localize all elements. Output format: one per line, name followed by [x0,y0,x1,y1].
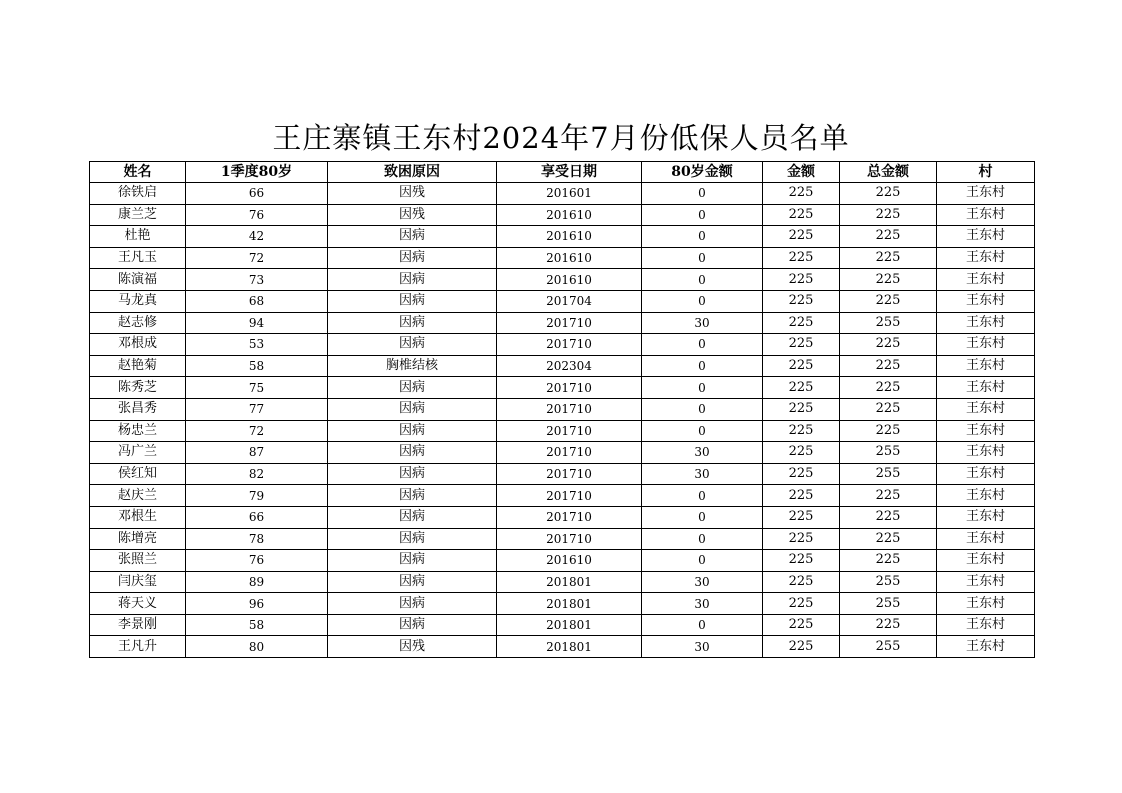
cell-total: 225 [840,247,937,269]
cell-name: 张昌秀 [90,398,186,420]
table-row [90,312,1035,334]
table-row [90,506,1035,528]
cell-reason: 因病 [328,571,497,593]
cell-age: 58 [186,614,328,636]
cell-start-date: 201601 [497,183,642,205]
cell-start-date: 201801 [497,636,642,658]
cell-start-date: 201710 [497,377,642,399]
cell-reason: 因病 [328,334,497,356]
cell-reason: 因病 [328,377,497,399]
cell-amount: 225 [763,204,840,226]
header-reason: 致困原因 [328,162,497,183]
cell-start-date: 202304 [497,355,642,377]
cell-reason: 因病 [328,463,497,485]
cell-age: 72 [186,420,328,442]
cell-name: 赵艳菊 [90,355,186,377]
cell-name: 赵志修 [90,312,186,334]
cell-start-date: 201801 [497,593,642,615]
header-village: 村 [937,162,1035,183]
cell-total: 255 [840,571,937,593]
cell-reason: 因残 [328,636,497,658]
cell-village: 王东村 [937,463,1035,485]
table-row [90,593,1035,615]
cell-start-date: 201710 [497,312,642,334]
cell-start-date: 201710 [497,334,642,356]
cell-80-amount: 30 [642,442,763,464]
cell-reason: 因病 [328,226,497,248]
cell-age: 73 [186,269,328,291]
cell-reason: 因残 [328,183,497,205]
cell-name: 康兰芝 [90,204,186,226]
header-80-amount: 80岁金额 [642,162,763,183]
table-row [90,528,1035,550]
cell-amount: 225 [763,442,840,464]
cell-total: 225 [840,204,937,226]
cell-village: 王东村 [937,614,1035,636]
table-row [90,226,1035,248]
cell-80-amount: 30 [642,463,763,485]
cell-amount: 225 [763,420,840,442]
cell-name: 张照兰 [90,550,186,572]
cell-reason: 因病 [328,420,497,442]
cell-total: 225 [840,550,937,572]
cell-age: 53 [186,334,328,356]
cell-80-amount: 0 [642,247,763,269]
cell-village: 王东村 [937,636,1035,658]
cell-amount: 225 [763,355,840,377]
cell-village: 王东村 [937,204,1035,226]
cell-village: 王东村 [937,312,1035,334]
cell-amount: 225 [763,550,840,572]
cell-reason: 因残 [328,204,497,226]
cell-total: 255 [840,442,937,464]
cell-age: 58 [186,355,328,377]
cell-reason: 胸椎结核 [328,355,497,377]
table-row [90,398,1035,420]
cell-amount: 225 [763,226,840,248]
cell-village: 王东村 [937,226,1035,248]
cell-80-amount: 0 [642,204,763,226]
cell-name: 杜艳 [90,226,186,248]
cell-total: 225 [840,269,937,291]
cell-amount: 225 [763,183,840,205]
cell-name: 陈秀芝 [90,377,186,399]
cell-reason: 因病 [328,247,497,269]
table-row [90,614,1035,636]
cell-80-amount: 0 [642,420,763,442]
cell-amount: 225 [763,377,840,399]
cell-reason: 因病 [328,528,497,550]
cell-village: 王东村 [937,593,1035,615]
cell-village: 王东村 [937,550,1035,572]
cell-amount: 225 [763,463,840,485]
cell-reason: 因病 [328,442,497,464]
cell-age: 77 [186,398,328,420]
cell-start-date: 201610 [497,247,642,269]
table-row [90,290,1035,312]
table-row [90,442,1035,464]
cell-80-amount: 0 [642,506,763,528]
header-amount: 金额 [763,162,840,183]
cell-80-amount: 30 [642,571,763,593]
cell-village: 王东村 [937,442,1035,464]
cell-total: 225 [840,226,937,248]
cell-village: 王东村 [937,334,1035,356]
page-title: 王庄寨镇王东村2024年7月份低保人员名单 [272,121,850,155]
cell-name: 蒋天义 [90,593,186,615]
header-age: 1季度80岁 [186,162,328,183]
cell-amount: 225 [763,269,840,291]
cell-age: 42 [186,226,328,248]
cell-amount: 225 [763,636,840,658]
cell-village: 王东村 [937,398,1035,420]
cell-reason: 因病 [328,269,497,291]
cell-80-amount: 0 [642,334,763,356]
table-row [90,463,1035,485]
cell-name: 徐铁启 [90,183,186,205]
header-start-date: 享受日期 [497,162,642,183]
cell-name: 李景刚 [90,614,186,636]
cell-start-date: 201710 [497,528,642,550]
cell-80-amount: 0 [642,290,763,312]
cell-age: 82 [186,463,328,485]
cell-age: 78 [186,528,328,550]
cell-age: 96 [186,593,328,615]
table-row [90,269,1035,291]
cell-total: 255 [840,636,937,658]
cell-village: 王东村 [937,528,1035,550]
cell-total: 225 [840,290,937,312]
cell-start-date: 201610 [497,204,642,226]
cell-name: 杨忠兰 [90,420,186,442]
cell-amount: 225 [763,334,840,356]
cell-village: 王东村 [937,290,1035,312]
cell-amount: 225 [763,528,840,550]
cell-village: 王东村 [937,377,1035,399]
cell-start-date: 201610 [497,226,642,248]
cell-age: 89 [186,571,328,593]
cell-80-amount: 30 [642,312,763,334]
cell-reason: 因病 [328,614,497,636]
cell-start-date: 201801 [497,614,642,636]
cell-age: 79 [186,485,328,507]
table-row [90,247,1035,269]
cell-amount: 225 [763,614,840,636]
cell-start-date: 201801 [497,571,642,593]
cell-village: 王东村 [937,506,1035,528]
cell-amount: 225 [763,312,840,334]
cell-amount: 225 [763,290,840,312]
cell-80-amount: 30 [642,636,763,658]
cell-80-amount: 0 [642,377,763,399]
cell-total: 225 [840,398,937,420]
cell-start-date: 201710 [497,506,642,528]
cell-total: 225 [840,377,937,399]
cell-reason: 因病 [328,506,497,528]
cell-name: 陈演福 [90,269,186,291]
cell-total: 225 [840,506,937,528]
cell-age: 80 [186,636,328,658]
cell-start-date: 201610 [497,269,642,291]
cell-reason: 因病 [328,485,497,507]
cell-reason: 因病 [328,593,497,615]
cell-name: 邓根生 [90,506,186,528]
cell-80-amount: 0 [642,614,763,636]
cell-reason: 因病 [328,398,497,420]
table-row [90,183,1035,205]
cell-start-date: 201710 [497,442,642,464]
cell-name: 马龙真 [90,290,186,312]
cell-total: 225 [840,485,937,507]
cell-age: 68 [186,290,328,312]
header-total: 总金额 [840,162,937,183]
table-row [90,334,1035,356]
cell-age: 87 [186,442,328,464]
cell-age: 66 [186,183,328,205]
table-body [90,183,1035,658]
cell-start-date: 201710 [497,485,642,507]
cell-80-amount: 0 [642,398,763,420]
header-name: 姓名 [90,162,186,183]
cell-total: 225 [840,528,937,550]
cell-name: 陈增亮 [90,528,186,550]
cell-age: 76 [186,204,328,226]
cell-total: 225 [840,183,937,205]
cell-name: 闫庆玺 [90,571,186,593]
table-row [90,636,1035,658]
cell-reason: 因病 [328,312,497,334]
cell-start-date: 201610 [497,550,642,572]
cell-name: 邓根成 [90,334,186,356]
cell-village: 王东村 [937,183,1035,205]
table-header-row [90,162,1035,183]
cell-80-amount: 0 [642,528,763,550]
cell-total: 225 [840,355,937,377]
cell-total: 255 [840,593,937,615]
cell-age: 94 [186,312,328,334]
cell-village: 王东村 [937,269,1035,291]
cell-village: 王东村 [937,571,1035,593]
cell-amount: 225 [763,485,840,507]
cell-80-amount: 0 [642,183,763,205]
cell-start-date: 201710 [497,463,642,485]
table-row [90,571,1035,593]
cell-80-amount: 0 [642,355,763,377]
cell-total: 255 [840,312,937,334]
cell-reason: 因病 [328,550,497,572]
cell-total: 225 [840,420,937,442]
recipient-table [89,161,1035,658]
cell-village: 王东村 [937,247,1035,269]
cell-amount: 225 [763,506,840,528]
table-row [90,377,1035,399]
cell-name: 赵庆兰 [90,485,186,507]
cell-start-date: 201710 [497,398,642,420]
cell-start-date: 201710 [497,420,642,442]
cell-name: 王凡升 [90,636,186,658]
cell-village: 王东村 [937,485,1035,507]
table-row [90,485,1035,507]
cell-total: 255 [840,463,937,485]
cell-age: 66 [186,506,328,528]
cell-age: 75 [186,377,328,399]
cell-age: 76 [186,550,328,572]
cell-80-amount: 0 [642,226,763,248]
cell-village: 王东村 [937,355,1035,377]
table-row [90,355,1035,377]
cell-amount: 225 [763,571,840,593]
cell-80-amount: 0 [642,485,763,507]
cell-name: 王凡玉 [90,247,186,269]
cell-80-amount: 30 [642,593,763,615]
cell-start-date: 201704 [497,290,642,312]
cell-amount: 225 [763,247,840,269]
cell-80-amount: 0 [642,269,763,291]
cell-total: 225 [840,614,937,636]
cell-80-amount: 0 [642,550,763,572]
cell-village: 王东村 [937,420,1035,442]
cell-age: 72 [186,247,328,269]
cell-amount: 225 [763,593,840,615]
cell-amount: 225 [763,398,840,420]
table-row [90,420,1035,442]
cell-name: 侯红知 [90,463,186,485]
table-row [90,204,1035,226]
cell-total: 225 [840,334,937,356]
cell-reason: 因病 [328,290,497,312]
table-row [90,550,1035,572]
cell-name: 冯广兰 [90,442,186,464]
